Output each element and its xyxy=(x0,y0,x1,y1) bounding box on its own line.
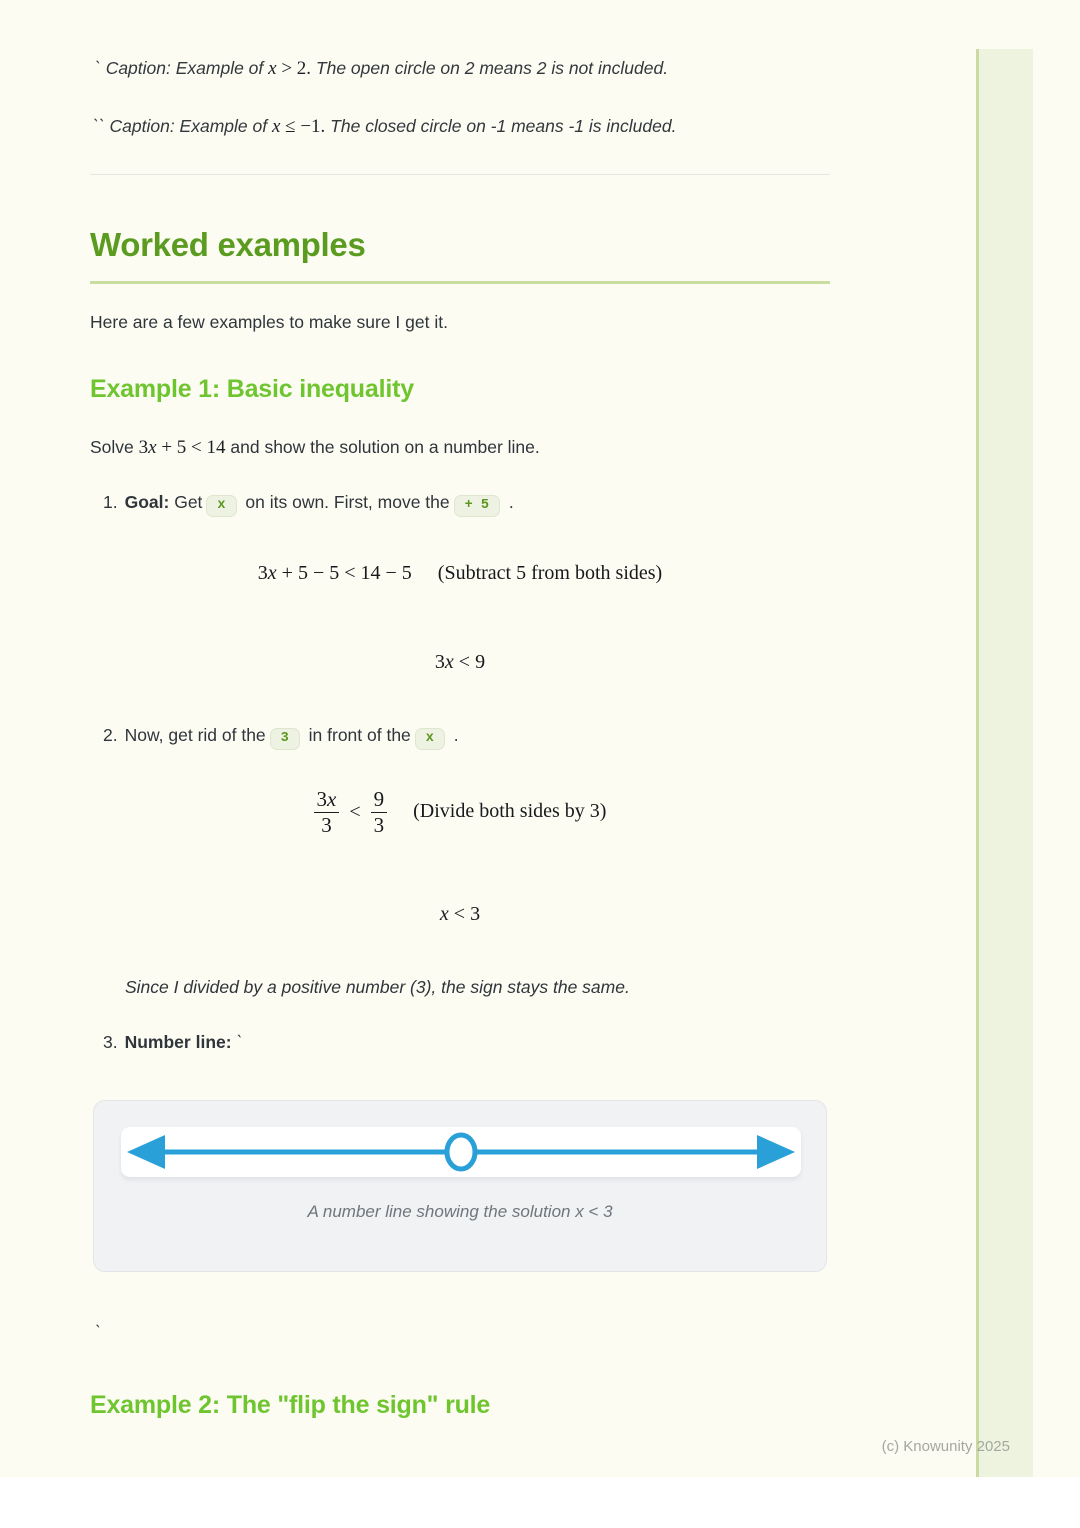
step-1: 1. Goal: Get x on its own. First, move the + 5 . xyxy=(103,492,514,517)
example1-problem: Solve 3x + 5 < 14 and show the solution on a number line. xyxy=(90,437,540,458)
equation-text: 3x + 5 − 5 < 14 − 5 xyxy=(257,562,412,584)
code-chip-3: 3 xyxy=(270,728,300,750)
example1-title: Example 1: Basic inequality xyxy=(90,375,414,403)
step-number: 2. xyxy=(103,725,118,745)
number-line-svg xyxy=(121,1127,801,1177)
equation-text: 3x < 9 xyxy=(434,651,486,673)
horizontal-divider xyxy=(90,174,830,175)
backtick-mark: ` xyxy=(236,1032,243,1052)
step-number: 1. xyxy=(103,492,118,512)
open-circle-marker xyxy=(447,1135,475,1169)
figure-caption-closed-circle: `` Caption: Example of x ≤ −1. The closed circle on -1 means -1 is included. xyxy=(93,116,677,137)
fraction-left: $\frac{3x}{3}$ xyxy=(314,787,340,838)
inline-math: 3x + 5 < 14 xyxy=(138,437,226,458)
step-2: 2. Now, get rid of the 3 in front of the x . xyxy=(103,725,459,750)
section-title: Worked examples xyxy=(90,226,366,263)
equation-x-lt-3 xyxy=(90,903,830,926)
section-intro: Here are a few examples to make sure I get it. xyxy=(90,312,448,332)
inline-math: x ≤ −1. xyxy=(271,116,326,137)
step-label: Goal: xyxy=(124,492,170,512)
code-chip-x: x xyxy=(206,495,236,517)
sign-note: Since I divided by a positive number (3), the sign stays the same. xyxy=(125,977,630,997)
page-edge-strip xyxy=(976,49,1033,1477)
code-chip-x: x xyxy=(415,728,445,750)
figure-caption-open-circle: ` Caption: Example of x > 2. The open circle on 2 means 2 is not included. xyxy=(95,58,669,79)
number-line-figure xyxy=(93,1100,827,1272)
backtick-mark: ` xyxy=(95,58,101,78)
number-line-bar xyxy=(121,1127,801,1177)
fraction-right: $\frac{9}{3}$ xyxy=(371,787,388,838)
step-label: Number line: xyxy=(124,1032,232,1052)
equation-divide xyxy=(90,787,830,838)
copyright-notice: (c) Knowunity 2025 xyxy=(881,1438,1010,1455)
equation-note: (Subtract 5 from both sides) xyxy=(437,562,663,584)
right-arrow-icon xyxy=(757,1135,795,1169)
backtick-mark: `` xyxy=(93,116,105,136)
relation-symbol: < xyxy=(349,801,361,824)
equation-note: (Divide both sides by 3) xyxy=(413,800,607,823)
inline-math: x > 2. xyxy=(268,58,312,79)
step-3 xyxy=(103,1032,242,1053)
figure-caption: A number line showing the solution x < 3 xyxy=(307,1202,613,1221)
equation-text: x < 3 xyxy=(439,903,481,925)
left-arrow-icon xyxy=(127,1135,165,1169)
equation-3x-lt-9 xyxy=(90,651,830,674)
section-title-underline xyxy=(90,281,830,284)
equation-subtract xyxy=(90,562,830,585)
code-chip-plus5: + 5 xyxy=(454,495,500,517)
example2-title: Example 2: The "flip the sign" rule xyxy=(90,1391,491,1419)
step-number: 3. xyxy=(103,1032,118,1052)
stray-backtick: ` xyxy=(95,1322,101,1342)
